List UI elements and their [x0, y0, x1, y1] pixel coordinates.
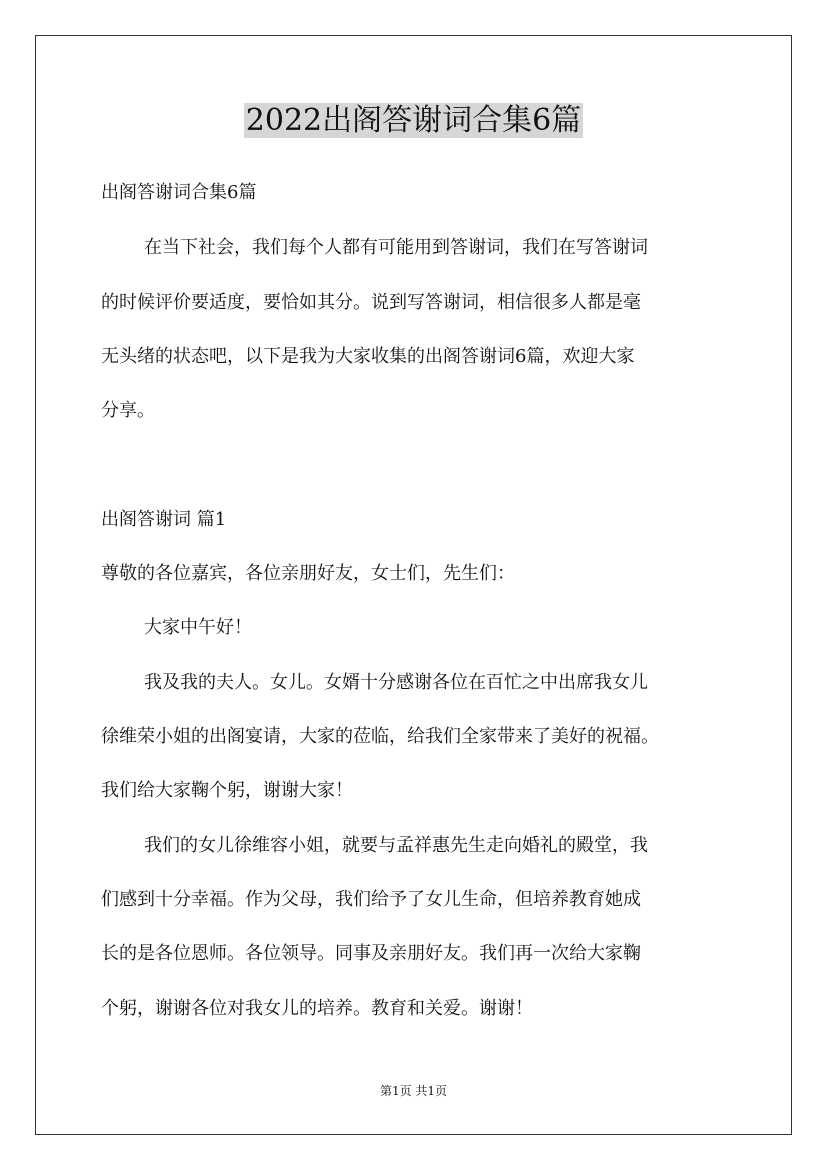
body-paragraph-line: 们感到十分幸福。作为父母，我们给予了女儿生命，但培养教育她成	[101, 889, 641, 910]
intro-paragraph-line: 分享。	[101, 400, 155, 421]
section-heading: 出阁答谢词 篇1	[101, 509, 227, 530]
body-paragraph-line: 长的是各位恩师。各位领导。同事及亲朋好友。我们再一次给大家鞠	[101, 943, 641, 964]
body-paragraph-line: 我们给大家鞠个躬，谢谢大家！	[101, 780, 353, 801]
body-paragraph-line: 个躬，谢谢各位对我女儿的培养。教育和关爱。谢谢！	[101, 998, 533, 1019]
salutation-line: 尊敬的各位嘉宾，各位亲朋好友，女士们，先生们：	[101, 563, 515, 584]
document-title-text: 2022出阁答谢词合集6篇	[245, 103, 582, 138]
body-paragraph-line: 徐维荣小姐的出阁宴请，大家的莅临，给我们全家带来了美好的祝福。	[101, 726, 659, 747]
intro-paragraph-line: 无头绪的状态吧，以下是我为大家收集的出阁答谢词6篇，欢迎大家	[101, 346, 635, 367]
document-subtitle: 出阁答谢词合集6篇	[101, 182, 257, 203]
document-title	[0, 100, 827, 142]
page-number-footer: 第1页 共1页	[379, 1084, 448, 1098]
body-paragraph-line: 我及我的夫人。女儿。女婿十分感谢各位在百忙之中出席我女儿	[144, 672, 648, 693]
intro-paragraph-line: 的时候评价要适度，要恰如其分。说到写答谢词，相信很多人都是毫	[101, 292, 641, 313]
body-paragraph-line: 我们的女儿徐维容小姐，就要与孟祥惠先生走向婚礼的殿堂，我	[144, 835, 648, 856]
intro-paragraph-line: 在当下社会，我们每个人都有可能用到答谢词，我们在写答谢词	[144, 237, 648, 258]
greeting-line: 大家中午好！	[144, 617, 252, 638]
